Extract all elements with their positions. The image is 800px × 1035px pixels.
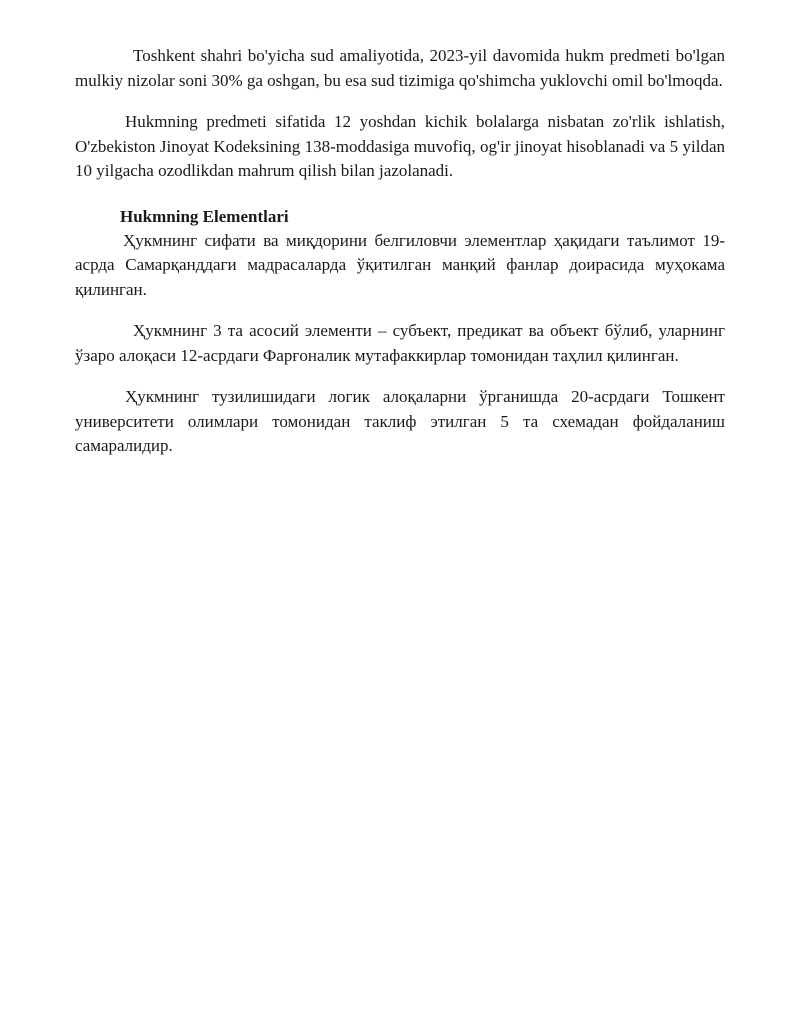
paragraph-criminal-code: Hukmning predmeti sifatida 12 yoshdan kichik bolalarga nisbatan zo'rlik ishlatish, O'zbekiston Jinoyat Kodeksining 138-moddasiga muvofiq, og'ir jinoyat hisoblanadi va 5 yildan 10 yilgacha ozodlikdan mahrum qilish bilan jazolanadi. [75, 112, 725, 180]
paragraph-logical-structure: Ҳукмнинг тузилишидаги логик алоқаларни ўрганишда 20-асрдаги Тошкент университети олимлари томонидан таклиф этилган 5 та схемадан фойдаланиш самаралидир. [75, 387, 725, 455]
paragraph-elements-theory: Ҳукмнинг сифати ва миқдорини белгиловчи элементлар ҳақидаги таълимот 19-асрда Самарқанддаги мадрасаларда ўқитилган манқий фанлар доирасида муҳокама қилинган. [75, 230, 725, 299]
paragraph-court-practice: Toshkent shahri bo'yicha sud amaliyotida, 2023-yil davomida hukm predmeti bo'lgan mulkiy nizolar soni 30% ga oshgan, bu esa sud tizimiga qo'shimcha yuklovchi omil bo'lmoqda. [75, 46, 725, 90]
section-heading: Hukmning Elementlari [120, 206, 289, 226]
paragraph-three-elements: Ҳукмнинг 3 та асосий элементи – субъект, предикат ва объект бўлиб, уларнинг ўзаро алоқаси 12-асрдаги Фарғоналик мутафаккирлар томонидан таҳлил қилинган. [75, 321, 725, 365]
document-page [75, 44, 725, 459]
